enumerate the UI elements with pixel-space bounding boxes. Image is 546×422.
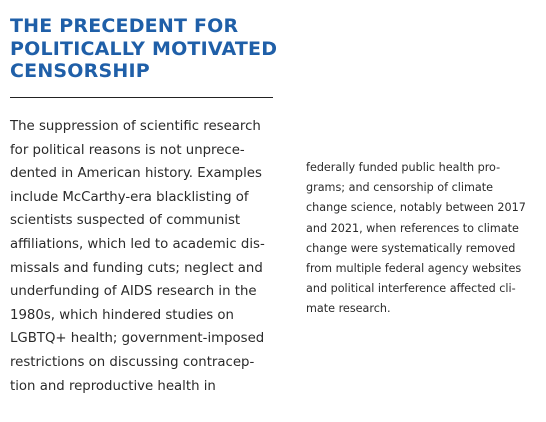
text-line: missals and funding cuts; neglect and — [10, 260, 263, 276]
text-line: and political interference affected cli- — [306, 282, 516, 296]
text-line: from multiple federal agency websites — [306, 262, 522, 276]
text-line: affiliations, which led to academic dis- — [10, 236, 265, 252]
text-line: 1980s, which hindered studies on — [10, 307, 234, 323]
body-column-right — [306, 158, 536, 320]
text-line: underfunding of AIDS research in the — [10, 284, 257, 300]
section-heading — [10, 15, 310, 83]
text-line: LGBTQ+ health; government-imposed — [10, 331, 265, 347]
text-line: include McCarthy-era blacklisting of — [10, 189, 249, 205]
body-column-left — [10, 115, 280, 398]
text-line: change were systematically removed — [306, 241, 516, 255]
heading-line: THE PRECEDENT FOR — [10, 15, 239, 37]
heading-line: POLITICALLY MOTIVATED — [10, 37, 278, 60]
text-line: change science, notably between 2017 — [306, 201, 526, 215]
text-line: grams; and censorship of climate — [306, 181, 494, 195]
heading-line: CENSORSHIP — [10, 60, 150, 82]
text-line: The suppression of scientific research — [10, 119, 261, 134]
text-line: tion and reproductive health in — [10, 378, 216, 394]
text-line: federally funded public health pro- — [306, 161, 501, 174]
text-line: dented in American history. Examples — [10, 166, 262, 182]
heading-divider — [10, 97, 273, 98]
text-line: scientists suspected of communist — [10, 213, 241, 229]
text-line: and 2021, when references to climate — [306, 221, 519, 235]
text-line: restrictions on discussing contracep- — [10, 354, 255, 370]
text-line: for political reasons is not unprece- — [10, 142, 245, 158]
text-line: mate research. — [306, 302, 391, 316]
